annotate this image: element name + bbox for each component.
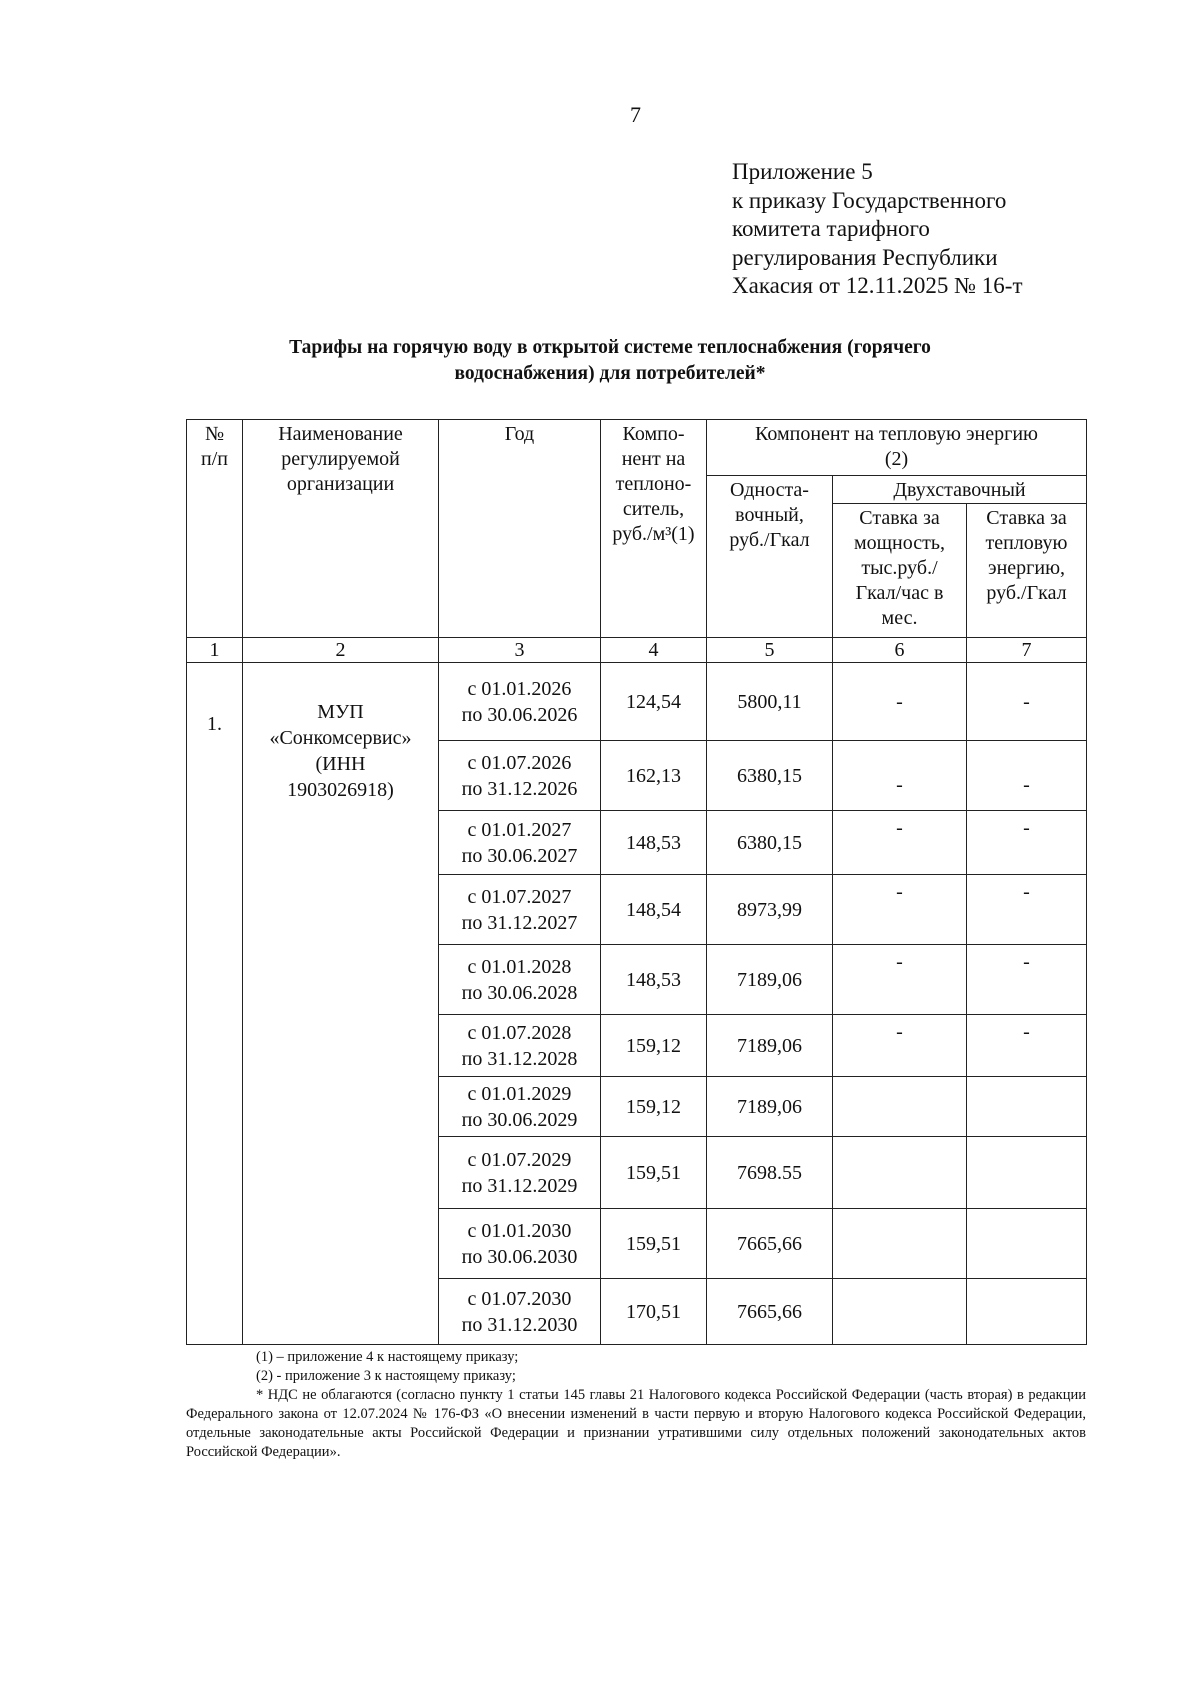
header-one-rate: Односта- вочный, руб./Гкал	[707, 476, 833, 638]
period-cell: с 01.07.2029 по 31.12.2029	[439, 1137, 601, 1209]
period-cell: с 01.07.2027 по 31.12.2027	[439, 875, 601, 945]
period-cell: с 01.07.2026 по 31.12.2026	[439, 741, 601, 811]
period-cell: с 01.01.2027 по 30.06.2027	[439, 811, 601, 875]
energy-value	[967, 1209, 1087, 1279]
energy-value: -	[967, 663, 1087, 741]
table-row	[187, 663, 1087, 741]
carrier-value: 159,51	[601, 1209, 707, 1279]
capacity-value	[833, 1137, 967, 1209]
page-number: 7	[630, 102, 641, 127]
carrier-value: 170,51	[601, 1279, 707, 1345]
capacity-value: -	[833, 663, 967, 741]
header-year: Год	[439, 420, 601, 638]
one-rate-value: 7665,66	[707, 1279, 833, 1345]
header-heat: Компонент на тепловую энергию (2)	[707, 420, 1087, 476]
period-cell: с 01.07.2030 по 31.12.2030	[439, 1279, 601, 1345]
appendix-block	[732, 158, 1023, 301]
carrier-value: 159,51	[601, 1137, 707, 1209]
one-rate-value: 7189,06	[707, 1077, 833, 1137]
organization-name: МУП «Сонкомсервис» (ИНН 1903026918)	[243, 663, 439, 1345]
appendix-line: комитета тарифного	[732, 216, 930, 241]
carrier-value: 162,13	[601, 741, 707, 811]
header-num: № п/п	[187, 420, 243, 638]
capacity-value	[833, 1279, 967, 1345]
one-rate-value: 6380,15	[707, 811, 833, 875]
footnote-1: (1) – приложение 4 к настоящему приказу;	[256, 1349, 519, 1365]
energy-value: -	[967, 945, 1087, 1015]
carrier-value: 159,12	[601, 1015, 707, 1077]
appendix-line: к приказу Государственного	[732, 187, 1007, 213]
period-cell: с 01.01.2030 по 30.06.2030	[439, 1209, 601, 1279]
energy-value	[967, 1077, 1087, 1137]
energy-value: -	[967, 1015, 1087, 1077]
period-cell: с 01.07.2028 по 31.12.2028	[439, 1015, 601, 1077]
carrier-value: 124,54	[601, 663, 707, 741]
document-title	[210, 335, 1010, 387]
energy-value	[967, 1137, 1087, 1209]
capacity-value: -	[833, 1015, 967, 1077]
header-org: Наименование регулируемой организации	[243, 420, 439, 638]
appendix-line: Хакасия от 12.11.2025 № 16-т	[732, 273, 1023, 298]
row-number: 1.	[187, 663, 243, 1345]
one-rate-value: 8973,99	[707, 875, 833, 945]
header-two-rate: Двухставочный	[833, 476, 1087, 504]
capacity-value	[833, 1077, 967, 1137]
one-rate-value: 7698.55	[707, 1137, 833, 1209]
column-number-row: 1 2 3 4 5 6 7	[187, 638, 1087, 663]
capacity-value	[833, 1209, 967, 1279]
period-cell: с 01.01.2029 по 30.06.2029	[439, 1077, 601, 1137]
header-energy: Ставка за тепловую энергию, руб./Гкал	[967, 504, 1087, 638]
appendix-line: регулирования Республики	[732, 244, 998, 270]
period-cell: с 01.01.2028 по 30.06.2028	[439, 945, 601, 1015]
capacity-value: -	[833, 945, 967, 1015]
carrier-value: 148,53	[601, 945, 707, 1015]
capacity-value: -	[833, 811, 967, 875]
capacity-value: -	[833, 875, 967, 945]
energy-value: -	[967, 875, 1087, 945]
header-capacity: Ставка за мощность, тыс.руб./ Гкал/час в мес.	[833, 504, 967, 638]
appendix-line: Приложение 5	[732, 159, 873, 184]
energy-value: -	[967, 741, 1087, 811]
footnotes	[186, 1348, 1086, 1462]
carrier-value: 148,54	[601, 875, 707, 945]
one-rate-value: 5800,11	[707, 663, 833, 741]
tariff-table	[186, 419, 1087, 1345]
title-line: Тарифы на горячую воду в открытой системе теплоснабжения (горячего	[289, 337, 931, 358]
footnote-2: (2) - приложение 3 к настоящему приказу;	[256, 1368, 516, 1384]
carrier-value: 148,53	[601, 811, 707, 875]
energy-value: -	[967, 811, 1087, 875]
one-rate-value: 6380,15	[707, 741, 833, 811]
title-line: водоснабжения) для потребителей*	[454, 363, 766, 384]
footnote-vat: * НДС не облагаются (согласно пункту 1 статьи 145 главы 21 Налогового кодекса Российской Федерации (часть вторая) в редакции Федерального закона от 12.07.2024 № 176-ФЗ «О внесении изменений в части первую и вторую Налогового кодекса Российской Федерации, отдельные законодательные акты Российской Федерации и признании утратившими силу отдельных положений законодательных актов Российской Федерации».	[186, 1387, 1086, 1460]
carrier-value: 159,12	[601, 1077, 707, 1137]
energy-value	[967, 1279, 1087, 1345]
header-carrier: Компо- нент на теплоно- ситель, руб./м³(1)	[601, 420, 707, 638]
period-cell: с 01.01.2026 по 30.06.2026	[439, 663, 601, 741]
one-rate-value: 7665,66	[707, 1209, 833, 1279]
one-rate-value: 7189,06	[707, 945, 833, 1015]
one-rate-value: 7189,06	[707, 1015, 833, 1077]
capacity-value: -	[833, 741, 967, 811]
